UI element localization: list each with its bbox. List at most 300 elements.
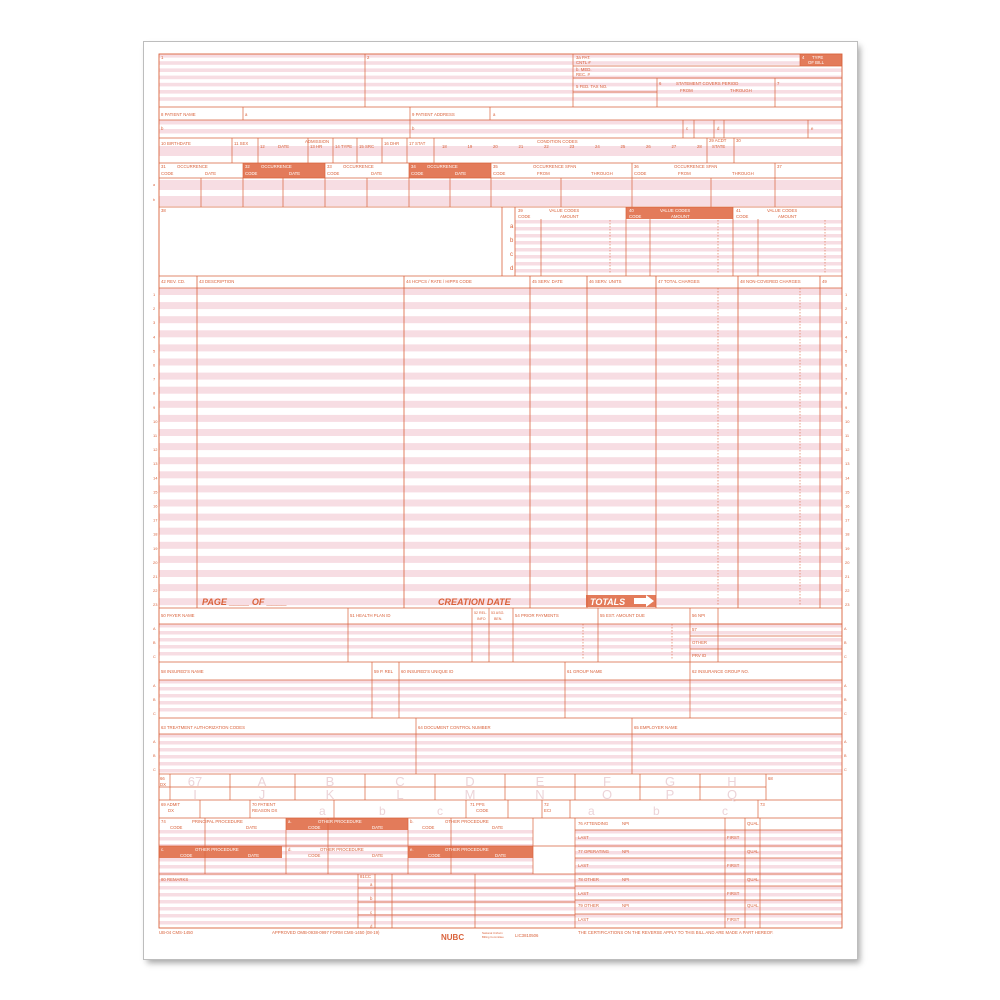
birthdate-label: 10 BIRTHDATE	[161, 141, 191, 146]
service-line-stripe	[159, 500, 842, 507]
diagnosis-watermark: N	[535, 787, 545, 802]
diagnosis-watermark: P	[665, 787, 675, 802]
condition-code-number: 23	[569, 144, 575, 149]
service-line-stripe	[159, 373, 842, 380]
footer-form-id: UB-04 CMS-1450	[159, 930, 193, 935]
creation-date-label: CREATION DATE	[438, 597, 511, 607]
treatment-stripe	[159, 748, 842, 752]
field-3a-label: 3a PAT.	[576, 55, 591, 60]
treatment-stripe	[159, 762, 842, 766]
form-drawing	[144, 42, 857, 959]
procedure-stripe	[159, 914, 842, 918]
condition-code-number: 26	[646, 144, 651, 149]
field-73-label: 73	[760, 802, 765, 807]
service-line-stripe	[159, 457, 842, 464]
physician-npi-label: NPI	[622, 877, 630, 882]
occurrence-line-a: a	[153, 183, 155, 187]
value-row-letter: c	[510, 252, 513, 258]
service-line-number: 3	[153, 320, 156, 326]
reason-watermark: b	[379, 804, 386, 818]
admission-date-label: DATE	[278, 144, 290, 149]
assign-benefits-label: 53 ASG.	[491, 611, 505, 615]
diagnosis-watermark: H	[727, 774, 737, 789]
span-from-label: FROM	[678, 171, 691, 176]
span-f36-number: 36	[634, 164, 639, 169]
procedure-stripe	[159, 907, 842, 911]
field-72-label: 72	[544, 802, 549, 807]
service-line-stripe	[159, 429, 842, 436]
service-line-number-right: 8	[845, 390, 848, 396]
payer-row-letter: B	[153, 641, 156, 645]
service-line-number-right: 12	[845, 447, 850, 453]
other-procedure-label: OTHER PROCEDURE	[320, 847, 364, 852]
address-stripe	[159, 129, 842, 134]
procedure-stripe	[159, 858, 842, 862]
prior-payments-label: 54 PRIOR PAYMENTS	[515, 613, 559, 618]
service-line-number-right: 15	[845, 489, 850, 495]
condition-code-number: 21	[518, 144, 524, 149]
field-81cc-label: 81CC	[360, 874, 371, 879]
service-line-number-right: 18	[845, 531, 850, 537]
value-amount-label: AMOUNT	[671, 214, 690, 219]
diagnosis-watermark: G	[664, 774, 676, 789]
value-code-label: CODE	[736, 214, 749, 219]
payer-name-label: 50 PAYER NAME	[161, 613, 195, 618]
value-row-letter: a	[510, 224, 514, 230]
payer-stripe	[159, 652, 842, 656]
service-column-header: 48 NON-COVERED CHARGES	[740, 279, 801, 284]
occurrence-title: OCCURRENCE	[177, 164, 208, 169]
occurrence-title: OCCURRENCE	[427, 164, 458, 169]
service-line-number: 15	[153, 489, 158, 495]
procedure-stripe	[159, 893, 842, 897]
service-line-stripe	[159, 387, 842, 394]
field-68-label: 68	[768, 776, 773, 781]
diagnosis-watermark: A	[257, 774, 267, 789]
other-procedure-label: OTHER PROCEDURE	[445, 847, 489, 852]
condition-code-number: 18	[442, 144, 447, 149]
occurrence-f32-number: 32	[245, 164, 250, 169]
patient-reason-label: 70 PATIENT	[252, 802, 276, 807]
top-stripe	[159, 68, 842, 72]
remarks-row-letter: c	[370, 910, 373, 915]
insured-name-label: 58 INSURED'S NAME	[161, 669, 204, 674]
service-line-number: 13	[153, 461, 158, 467]
remarks-label: 80 REMARKS	[161, 877, 189, 882]
procedure-b-mark: b.	[410, 819, 414, 824]
value-code-stripe	[515, 220, 842, 224]
span-from-label: FROM	[537, 171, 550, 176]
service-line-number-right: 20	[845, 559, 850, 565]
treatment-row-letter: C	[153, 768, 156, 772]
service-line-stripe	[159, 485, 842, 492]
insured-stripe	[159, 701, 842, 705]
patient-address-b: b	[412, 126, 415, 131]
value-amount-label: AMOUNT	[560, 214, 579, 219]
field-3a-sub: CNTL #	[576, 60, 591, 65]
physician-qual-label: QUAL	[747, 821, 759, 826]
treatment-row-letter: A	[153, 740, 156, 744]
span-code-label: CODE	[634, 171, 647, 176]
occurrence-code-label: CODE	[245, 171, 258, 176]
service-line-stripe	[159, 556, 842, 563]
diagnosis-watermark: K	[325, 787, 335, 802]
service-column-header: 45 SERV. DATE	[532, 279, 563, 284]
patient-reason-sub: REASON DX	[252, 808, 278, 813]
diagnosis-watermark: 67	[187, 774, 203, 789]
insured-row-letter-right: C	[844, 712, 847, 716]
field-5-label: 5 FED. TAX NO.	[576, 84, 608, 89]
service-column-header: 47 TOTAL CHARGES	[658, 279, 700, 284]
accident-state-label: STATE	[712, 144, 726, 149]
service-line-stripe	[159, 401, 842, 408]
condition-code-number: 19	[467, 144, 473, 149]
value-code-f39-number: 39	[518, 208, 523, 213]
value-codes-title: VALUE CODES	[767, 208, 798, 213]
service-line-number: 21	[153, 574, 158, 579]
value-code-f41-number: 41	[736, 208, 741, 213]
through-label: THROUGH	[730, 88, 752, 93]
physician-last-label: LAST	[578, 863, 589, 868]
field-1-label: 1	[161, 55, 164, 60]
service-line-stripe	[159, 415, 842, 422]
service-line-number-right: 1	[845, 292, 848, 297]
occurrence-date-label: DATE	[371, 171, 383, 176]
procedure-stripe	[159, 865, 842, 869]
occurrence-title: OCCURRENCE	[261, 164, 292, 169]
service-line-number: 10	[153, 418, 158, 424]
service-line-number: 1	[153, 292, 156, 297]
procedure-date-label: DATE	[495, 853, 507, 858]
top-stripe	[159, 54, 842, 58]
service-line-number-right: 13	[845, 461, 850, 467]
service-line-number: 14	[153, 475, 158, 481]
ub04-claim-form	[144, 42, 857, 959]
procedure-date-label: DATE	[372, 853, 384, 858]
service-line-number: 18	[153, 531, 158, 537]
service-line-stripe	[159, 514, 842, 521]
occurrence-stripe-a	[159, 180, 842, 190]
service-line-stripe	[159, 330, 842, 337]
physician-last-label: LAST	[578, 891, 589, 896]
service-line-number-right: 22	[845, 588, 850, 594]
condition-code-number: 24	[595, 144, 600, 149]
service-line-number-right: 23	[845, 602, 850, 608]
service-line-number-right: 3	[845, 320, 848, 326]
value-code-stripe	[515, 269, 842, 273]
patient-address-e: e	[811, 126, 814, 131]
service-line-number: 16	[153, 503, 158, 509]
occurrence-date-label: DATE	[455, 171, 467, 176]
admit-dx-sub: DX	[168, 808, 174, 813]
service-line-number-right: 11	[845, 433, 850, 438]
procedure-code-label: CODE	[308, 825, 321, 830]
value-code-label: CODE	[629, 214, 642, 219]
span-through-label: THROUGH	[732, 171, 754, 176]
service-line-number-right: 16	[845, 503, 850, 509]
eci-watermark: a	[588, 804, 595, 818]
service-column-header: 49	[822, 279, 827, 284]
other-label: OTHER	[692, 640, 708, 645]
remarks-row-letter: d	[370, 924, 373, 929]
type-label: 14 TYPE	[335, 144, 353, 149]
physician-qual-label: QUAL	[747, 849, 759, 854]
patient-name-b: b	[161, 126, 164, 131]
service-line-stripe	[159, 528, 842, 535]
footer-certification: THE CERTIFICATIONS ON THE REVERSE APPLY TO THIS BILL AND ARE MADE A PART HEREOF.	[578, 930, 774, 935]
hour-label: 13 HR	[310, 144, 323, 149]
insured-stripe	[159, 694, 842, 698]
occurrence-code-label: CODE	[411, 171, 424, 176]
payer-stripe	[159, 624, 842, 628]
span-through-label: THROUGH	[591, 171, 613, 176]
service-line-number: 5	[153, 348, 156, 354]
address-stripe	[159, 120, 842, 125]
discharge-hour-label: 16 DHR	[384, 141, 400, 146]
health-plan-id-label: 51 HEALTH PLAN ID	[350, 613, 391, 618]
procedure-stripe	[159, 837, 842, 841]
patient-name-label: 8 PATIENT NAME	[161, 112, 196, 117]
insured-stripe	[159, 708, 842, 712]
service-line-number-right: 19	[845, 545, 850, 551]
service-line-number-right: 14	[845, 475, 850, 481]
release-info-label: 52 REL.	[474, 611, 487, 615]
treatment-stripe	[159, 734, 842, 738]
insured-row-letter-right: B	[844, 698, 847, 702]
treatment-stripe	[159, 755, 842, 759]
procedure-date-label: DATE	[248, 853, 260, 858]
insured-unique-id-label: 60 INSURED'S UNIQUE ID	[401, 669, 454, 674]
service-column-header: 43 DESCRIPTION	[199, 279, 235, 284]
prv-id-label: PRV ID	[692, 653, 707, 658]
field-38-label: 38	[161, 208, 166, 213]
physician-first-label: FIRST	[727, 835, 740, 840]
payer-row-letter-right: C	[844, 655, 847, 659]
treatment-row-letter-right: C	[844, 768, 847, 772]
service-column-header: 46 SERV. UNITS	[589, 279, 622, 284]
procedure-a-mark: a.	[288, 819, 292, 824]
value-code-stripe	[515, 255, 842, 259]
sex-label: 11 SEX	[234, 141, 249, 146]
other-procedure-label: OTHER PROCEDURE	[445, 819, 489, 824]
service-line-number-right: 21	[845, 574, 850, 579]
physician-f78-label: 78 OTHER	[578, 877, 600, 882]
procedure-code-label: CODE	[170, 825, 183, 830]
physician-first-label: FIRST	[727, 917, 740, 922]
diagnosis-watermark: E	[535, 774, 545, 789]
diagnosis-watermark: M	[464, 787, 476, 802]
group-name-label: 61 GROUP NAME	[567, 669, 603, 674]
occurrence-span-title: OCCURRENCE SPAN	[533, 164, 577, 169]
field-7-label: 7	[777, 81, 780, 86]
diagnosis-watermark: B	[325, 774, 335, 789]
insured-row-letter: C	[153, 712, 156, 716]
top-stripe	[159, 83, 842, 87]
pps-code-label: 71 PPS	[470, 802, 485, 807]
remarks-row-letter: b	[370, 896, 373, 901]
occurrence-span-title: OCCURRENCE SPAN	[674, 164, 718, 169]
occurrence-date-label: DATE	[205, 171, 217, 176]
condition-code-number: 22	[544, 144, 549, 149]
service-line-number-right: 5	[845, 348, 848, 354]
service-line-stripe	[159, 584, 842, 591]
diagnosis-watermark: F	[603, 774, 611, 789]
span-code-label: CODE	[493, 171, 506, 176]
value-row-letter: d	[510, 266, 514, 272]
source-label: 15 SRC	[359, 144, 375, 149]
insured-row-letter: B	[153, 698, 156, 702]
pps-code-sub: CODE	[476, 808, 489, 813]
occurrence-f31-number: 31	[161, 164, 166, 169]
procedure-date-label: DATE	[492, 825, 504, 830]
diagnosis-watermark: D	[465, 774, 475, 789]
admit-dx-label: 69 ADMIT	[161, 802, 181, 807]
value-amount-label: AMOUNT	[778, 214, 797, 219]
eci-label: ECI	[544, 808, 552, 813]
physician-f77-label: 77 OPERATING	[578, 849, 609, 854]
accident-label: 29 ACDT	[709, 138, 727, 143]
procedure-code-label: CODE	[422, 825, 435, 830]
service-line-number: 17	[153, 517, 158, 523]
service-line-stripe	[159, 344, 842, 351]
field-30-label: 30	[736, 138, 741, 143]
payer-row-letter: A	[153, 627, 156, 631]
condition-code-number: 28	[697, 144, 702, 149]
npi-label: 56 NPI	[692, 613, 706, 618]
service-line-number: 12	[153, 447, 158, 453]
procedure-code-label: CODE	[180, 853, 193, 858]
payer-stripe	[159, 645, 842, 649]
occurrence-code-label: CODE	[161, 171, 174, 176]
condition-codes-label: CONDITION CODES	[537, 139, 578, 144]
est-amount-due-label: 55 EST. AMOUNT DUE	[600, 613, 645, 618]
treatment-row-letter-right: B	[844, 754, 847, 758]
top-stripe	[159, 76, 842, 80]
service-column-header: 44 HCPCS / RATE / HIPPS CODE	[406, 279, 472, 284]
top-stripe	[159, 61, 842, 65]
diagnosis-watermark: Q	[726, 787, 738, 802]
principal-procedure-label: PRINCIPAL PROCEDURE	[192, 819, 243, 824]
admission-label: ADMISSION	[305, 139, 330, 144]
field-74-label: 74	[161, 819, 166, 824]
service-line-number: 11	[153, 433, 158, 438]
service-line-number: 20	[153, 559, 158, 565]
service-column-header: 42 REV. CD.	[161, 279, 186, 284]
treatment-stripe	[159, 769, 842, 773]
service-line-number: 23	[153, 602, 158, 608]
physician-f79-label: 79 OTHER	[578, 903, 600, 908]
reason-watermark: c	[437, 804, 443, 818]
payer-stripe	[159, 638, 842, 642]
payer-row-letter: C	[153, 655, 156, 659]
field-6-label: 6	[659, 81, 662, 86]
service-line-number: 7	[153, 376, 156, 382]
other-procedure-label: OTHER PROCEDURE	[195, 847, 239, 852]
service-line-stripe	[159, 542, 842, 549]
procedure-c-mark: c.	[161, 847, 165, 852]
payer-row-letter-right: A	[844, 627, 847, 631]
value-row-letter: b	[510, 238, 514, 244]
diagnosis-watermark: J	[258, 787, 266, 802]
payer-stripe	[159, 631, 842, 635]
procedure-stripe	[159, 879, 842, 883]
occurrence-f33-number: 33	[327, 164, 332, 169]
physician-last-label: LAST	[578, 835, 589, 840]
treatment-authorization-label: 63 TREATMENT AUTHORIZATION CODES	[161, 725, 245, 730]
type-label: TYPE	[812, 55, 824, 60]
service-line-stripe	[159, 288, 842, 295]
value-code-stripe	[515, 241, 842, 245]
service-line-number: 22	[153, 588, 158, 594]
field-66-label: 66	[160, 776, 165, 781]
other-procedure-label: OTHER PROCEDURE	[318, 819, 362, 824]
field-12-label: 12	[260, 144, 265, 149]
occurrence-stripe-b	[159, 196, 842, 206]
value-code-stripe	[515, 248, 842, 252]
diagnosis-watermark: C	[395, 774, 405, 789]
condition-code-number: 20	[493, 144, 498, 149]
procedure-stripe	[159, 921, 842, 925]
field-37-label: 37	[777, 164, 782, 169]
insured-row-letter: A	[153, 684, 156, 688]
service-line-stripe	[159, 316, 842, 323]
occurrence-line-b: b	[153, 198, 155, 202]
procedure-d-mark: d.	[288, 847, 292, 852]
treatment-row-letter: B	[153, 754, 156, 758]
dx-label: DX	[160, 782, 166, 787]
service-line-stripe	[159, 471, 842, 478]
service-line-number-right: 7	[845, 376, 848, 382]
value-code-stripe	[515, 234, 842, 238]
field-3b-label: b. MED.	[576, 67, 592, 72]
value-codes-title: VALUE CODES	[549, 208, 580, 213]
procedure-date-label: DATE	[372, 825, 384, 830]
service-line-number-right: 4	[845, 334, 848, 340]
from-label: FROM	[680, 88, 693, 93]
service-line-number: 2	[153, 306, 156, 312]
value-code-stripe	[515, 227, 842, 231]
value-code-stripe	[515, 262, 842, 266]
service-line-number: 8	[153, 390, 156, 396]
eci-watermark: c	[722, 804, 728, 818]
service-line-number-right: 10	[845, 418, 850, 424]
physician-first-label: FIRST	[727, 891, 740, 896]
procedure-stripe	[159, 830, 842, 834]
employer-name-label: 65 EMPLOYER NAME	[634, 725, 678, 730]
procedure-code-label: CODE	[308, 853, 321, 858]
service-line-stripe	[159, 570, 842, 577]
treatment-row-letter-right: A	[844, 740, 847, 744]
physician-npi-label: NPI	[622, 821, 630, 826]
service-line-number-right: 2	[845, 306, 848, 312]
occurrence-f34-number: 34	[411, 164, 416, 169]
top-stripe	[159, 97, 842, 101]
footer-approved: APPROVED OMB-0938-0997 FORM CMS-1450 (08-19)	[272, 930, 380, 935]
field-57-label: 57	[692, 627, 697, 632]
insured-stripe	[159, 687, 842, 691]
service-line-stripe	[159, 302, 842, 309]
patient-address-d: d	[717, 126, 720, 131]
procedure-e-mark: e.	[410, 847, 414, 852]
field-4-label: 4	[802, 55, 805, 60]
service-line-number: 9	[153, 404, 156, 410]
physician-npi-label: NPI	[622, 903, 630, 908]
value-code-label: CODE	[518, 214, 531, 219]
occurrence-date-label: DATE	[289, 171, 301, 176]
patient-relationship-label: 59 P. REL	[374, 669, 394, 674]
assign-benefits-sub: BEN.	[494, 617, 503, 621]
field-2-label: 2	[367, 55, 370, 60]
